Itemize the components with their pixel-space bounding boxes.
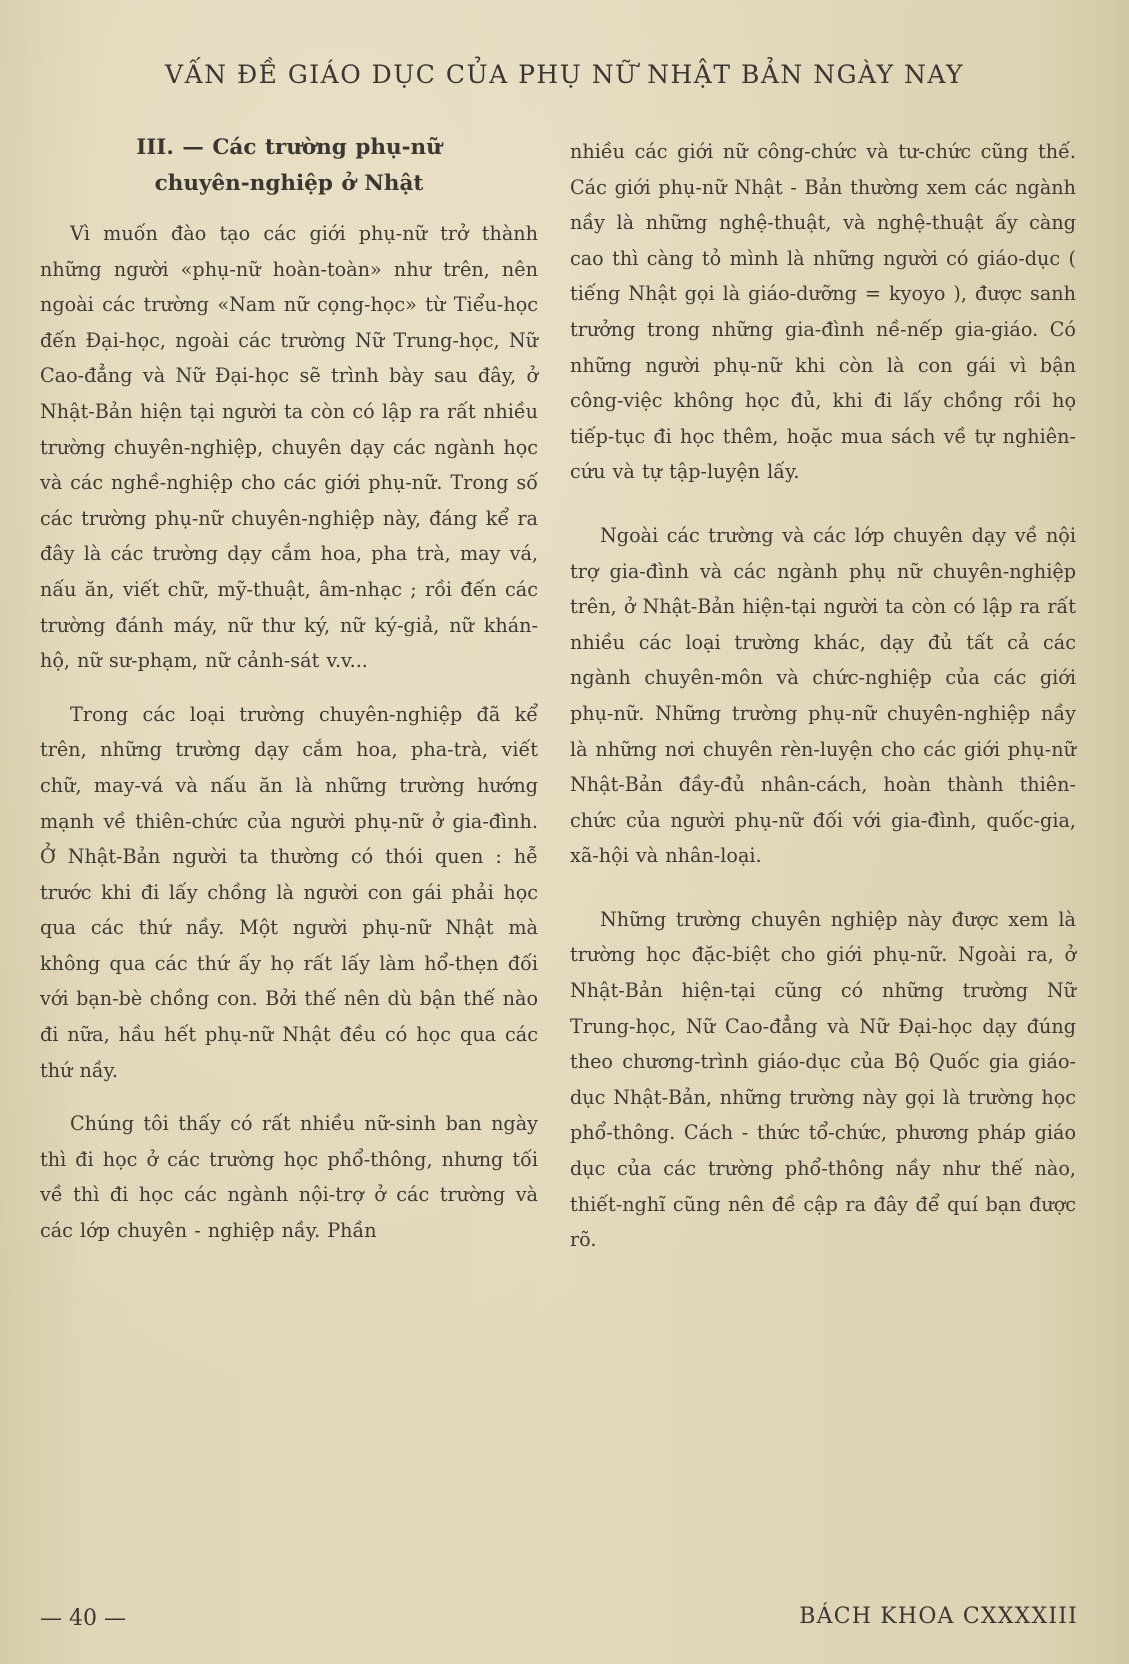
right-paragraph-3: Những trường chuyên nghiệp này được xem là trường học đặc-biệt cho giới phụ-nữ. Ngoài ra, ở Nhật-Bản hiện-tại cũng có những trường Nữ Trung-học, Nữ Cao-đẳng và Nữ Đại-học dạy đúng theo chương-trình giáo-dục của Bộ Quốc gia giáo-dục Nhật-Bản, những trường này gọi là trường học phổ-thông. Cách - thức tổ-chức, phương pháp giáo dục của các trường phổ-thông nầy như thế nào, thiết-nghĩ cũng nên đề cập ra đây để quí bạn được rõ. [570,907,1076,1252]
page-header: VẤN ĐỀ GIÁO DỤC CỦA PHỤ NỮ NHẬT BẢN NGÀY NAY [165,60,964,89]
page-number: — 40 — [40,1606,126,1631]
left-paragraph-3: Chúng tôi thấy có rất nhiều nữ-sinh ban ngày thì đi học ở các trường học phổ-thông, nhưng tối về thì đi học các ngành nội-trợ ở các trường và các lớp chuyên - nghiệp nầy. Phần [40,1112,538,1243]
left-column [40,130,538,1249]
right-paragraph-2: Ngoài các trường và các lớp chuyên dạy về nội trợ gia-đình và các ngành phụ nữ chuyên-nghiệp trên, ở Nhật-Bản hiện-tại người ta còn có lập ra rất nhiều các loại trường khác, dạy đủ tất cả các ngành chuyên-môn và chức-nghiệp của các giới phụ-nữ. Những trường phụ-nữ chuyên-nghiệp nầy là những nơi chuyên rèn-luyện cho các giới phụ-nữ Nhật-Bản đầy-đủ nhân-cách, hoàn thành thiên-chức của người phụ-nữ đối với gia-đình, quốc-gia, xã-hội và nhân-loại. [570,523,1076,868]
left-paragraph-1: Vì muốn đào tạo các giới phụ-nữ trở thành những người «phụ-nữ hoàn-toàn» như trên, nên ngoài các trường «Nam nữ cọng-học» từ Tiểu-học đến Đại-học, ngoài các trường Nữ Trung-học, Nữ Cao-đẳng và Nữ Đại-học sẽ trình bày sau đây, ở Nhật-Bản hiện tại người ta còn có lập ra rất nhiều trường chuyên-nghiệp, chuyên dạy các ngành học và các nghề-nghiệp cho các giới phụ-nữ. Trong số các trường phụ-nữ chuyên-nghiệp này, đáng kể ra đây là các trường dạy cắm hoa, pha trà, may vá, nấu ăn, viết chữ, mỹ-thuật, âm-nhạc ; rồi đến các trường đánh máy, nữ thư ký, nữ ký-giả, nữ khán-hộ, nữ sư-phạm, nữ cảnh-sát v.v... [40,222,538,673]
section-heading-line-1: III. — Các trường phụ-nữ [136,135,442,160]
left-paragraph-2: Trong các loại trường chuyên-nghiệp đã kể trên, những trường dạy cắm hoa, pha-trà, viết chữ, may-vá và nấu ăn là những trường hướng mạnh về thiên-chức của người phụ-nữ ở gia-đình. Ở Nhật-Bản người ta thường có thói quen : hễ trước khi đi lấy chồng là người con gái phải học qua các thứ nầy. Một người phụ-nữ Nhật mà không qua các thứ ấy họ rất lấy làm hổ-thẹn đối với bạn-bè chồng con. Bởi thế nên dù bận thế nào đi nữa, hầu hết phụ-nữ Nhật đều có học qua các thứ nầy. [40,702,538,1082]
section-heading [40,130,538,202]
section-heading-line-2: chuyên-nghiệp ở Nhật [154,171,424,196]
right-paragraph-1: nhiều các giới nữ công-chức và tư-chức cũng thế. Các giới phụ-nữ Nhật - Bản thường xem các ngành nầy là những nghệ-thuật, và nghệ-thuật ấy càng cao thì càng tỏ mình là những người có giáo-dục ( tiếng Nhật gọi là giáo-dưỡng = kyoyo ), được sanh trưởng trong những gia-đình nề-nếp gia-giáo. Có những người phụ-nữ khi còn là con gái vì bận công-việc không học đủ, khi đi lấy chồng rồi họ tiếp-tục đi học thêm, hoặc mua sách về tự nghiên-cứu và tự tập-luyện lấy. [570,140,1076,484]
right-column [570,134,1076,1258]
publication-name: BÁCH KHOA CXXXXIII [799,1604,1078,1629]
